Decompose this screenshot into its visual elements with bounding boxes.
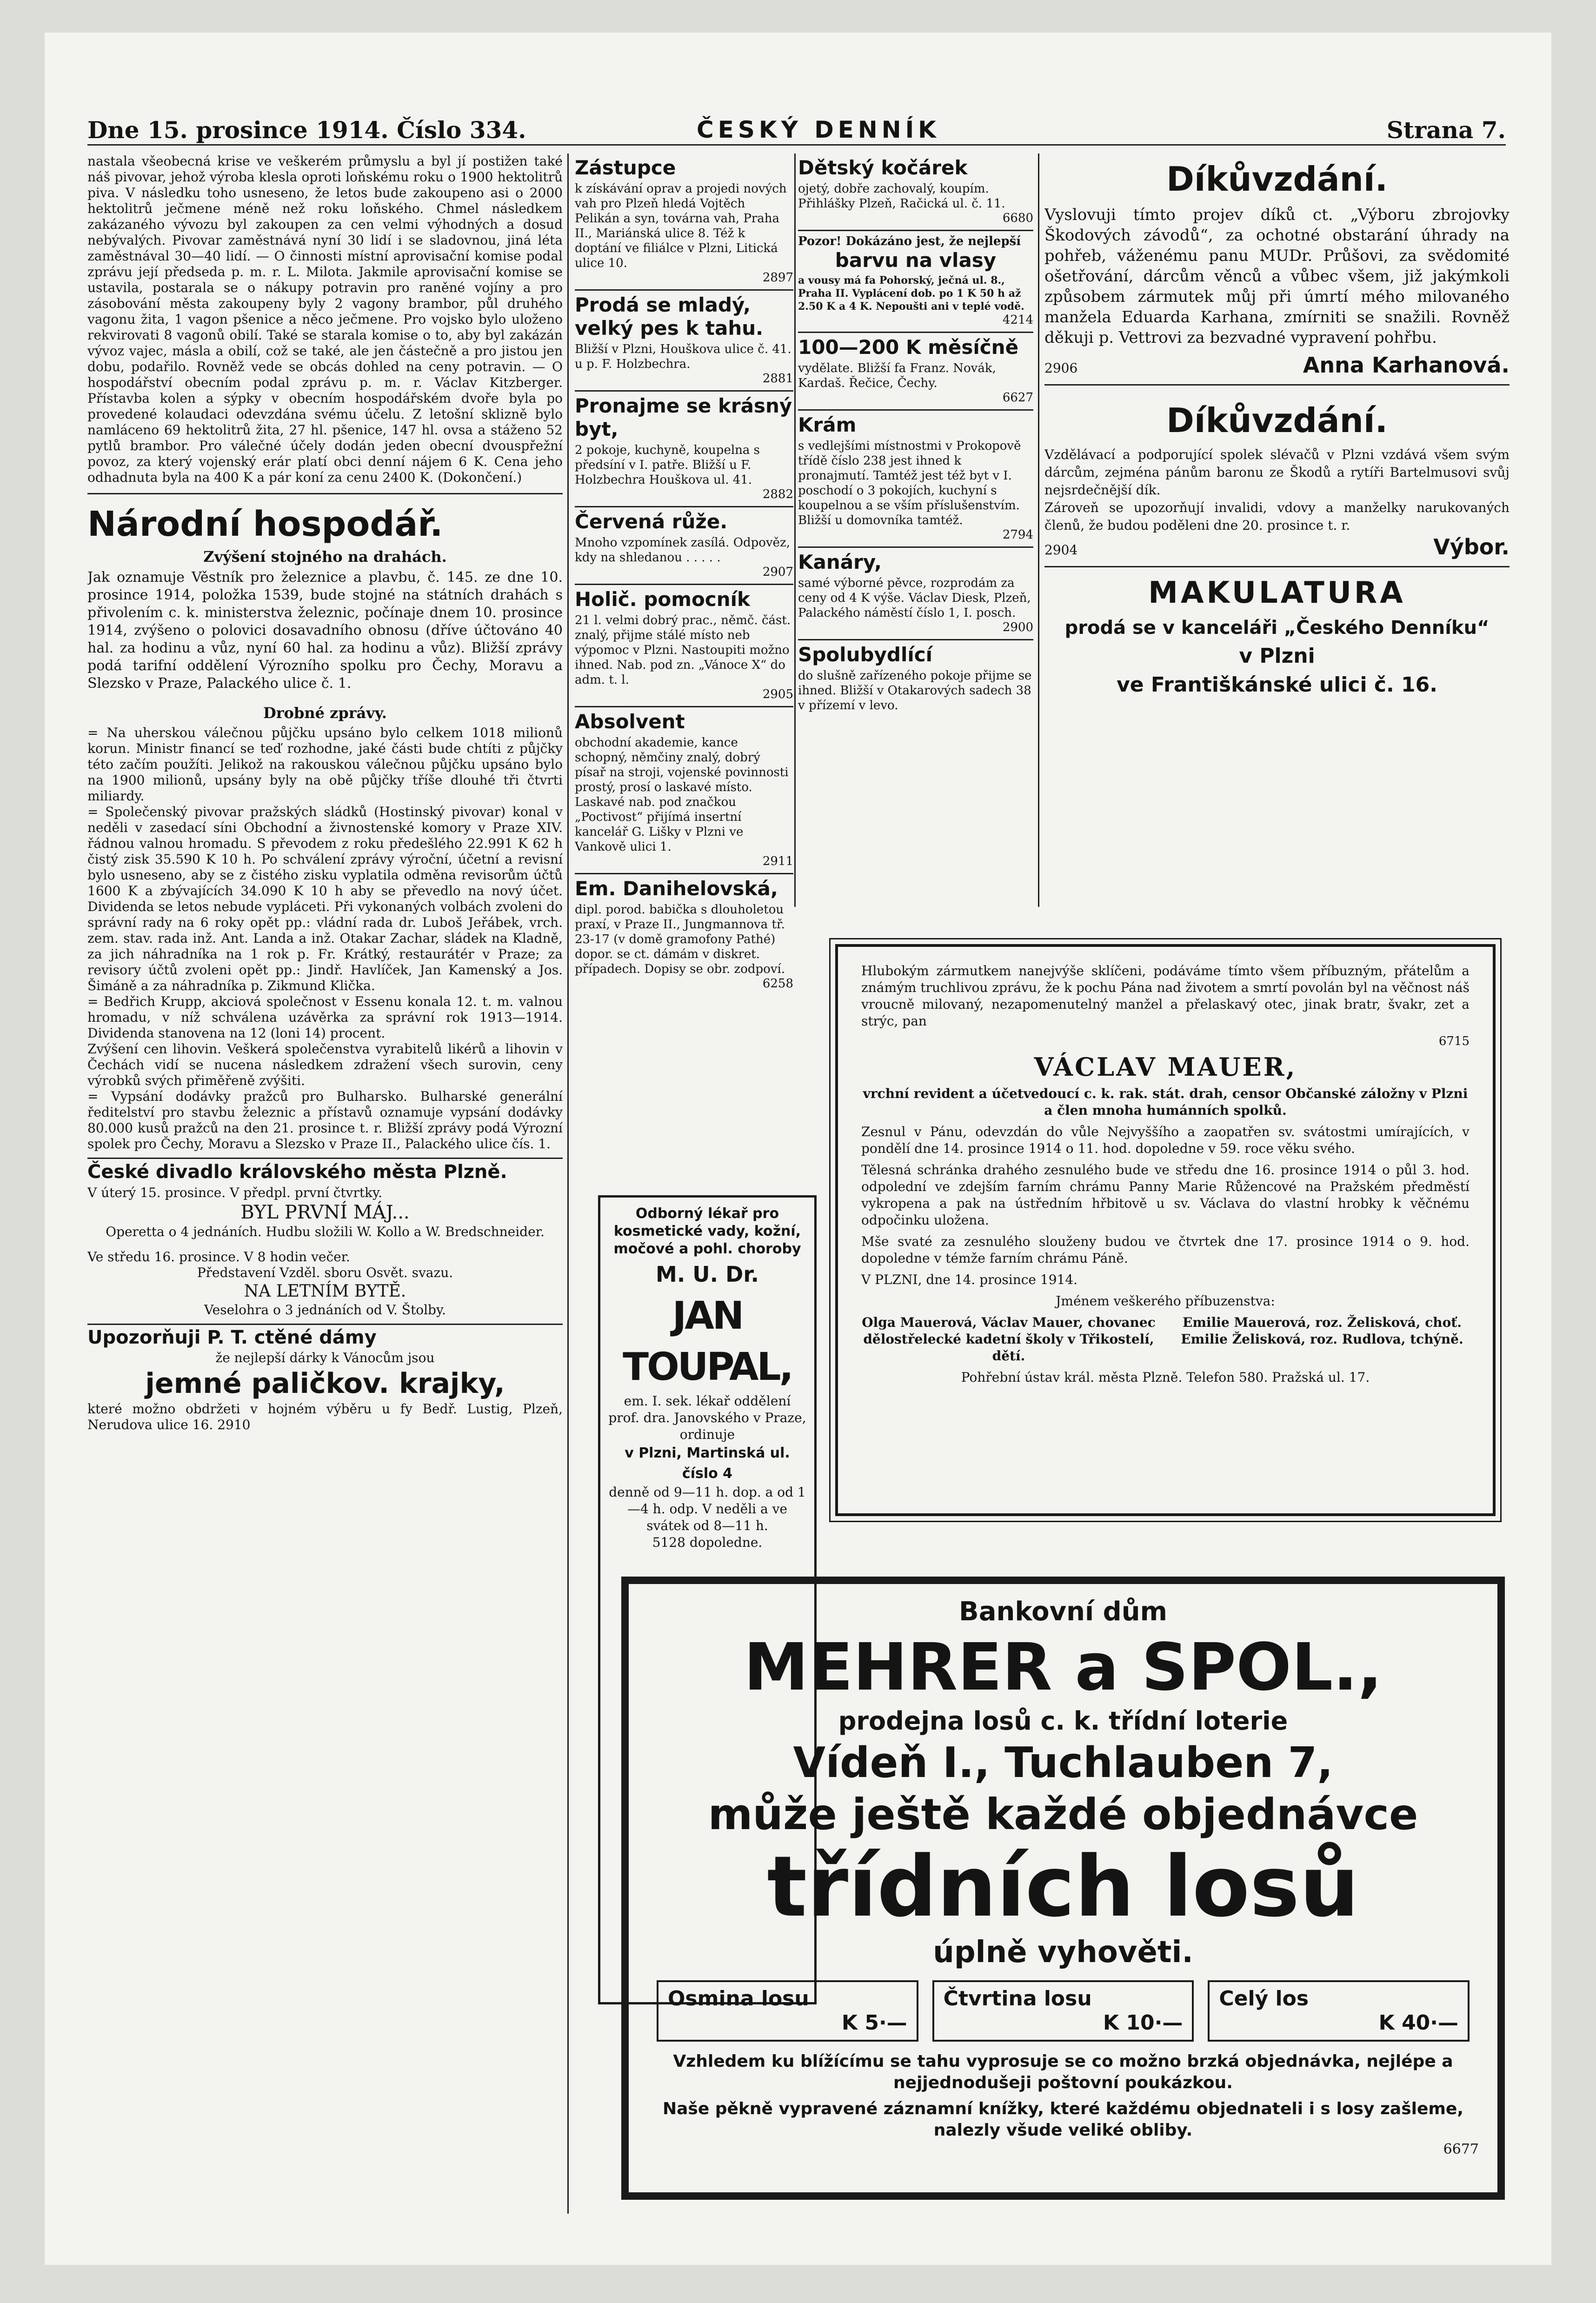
classified-highlight: barvu na vlasy [835, 249, 997, 272]
article-continuation: nastala všeobecná krise ve veškerém průmyslu a byl jí postižen také náš pivovar, jehož výroba klesla oproti loňskému roku o 1900 hektolitrů piva. V následku toho usneseno, že letos bude zakoupeno asi o 2000 hektolitrů ječmene méně než roku loňského. Chmel následkem zakázaného vývozu byl zakoupen za cen velmi výhodných a dosud nebývalých. Pivovar zaměstnává nyní 30 lidí i se sladovnou, jiná léta zaměstnával 30—40 lidí. — O činnosti místní aprovisační komise podal zprávu její předseda p. m. r. L. Milota. Jakmile aprovisační komise se ustavila, postarala se o nákupy potravin pro raněné vojíny a pro zásobování města zakoupeny byly 2 vagony brambor, půl druhého vagonu žita, 1 vagon pšenice a něco ječmene. Pro vojsko bylo uloženo rekvirovati 8 vagonů obilí. Také se starala komise o to, aby byl zakázán vývoz vajec, másla a obilí, což se také, ale jen částečně a pro jistou jen dobu, podařilo. Rovněž vede se obcás dohled na ceny potravin. — O hospodářství obecním podal zprávu p. m. r. Václav Kitzberger. Přístavba kolen a sýpky v obecním hospodářském dvoře byla po provedené kolaudaci odevzdána svému účelu. Z letošní sklizně bylo namláceno 69 hektolitrů žita, 27 hl. pšenice, 147 hl. ovsa a stáženo 52 pytlů brambor. Pro válečné účely dodán jeden obecní dvouspřežní povoz, za který vojenský erár platí obci denní nájem 6 K. Cena jeho odhadnuta byla na 400 K a pár koní za cenu 2400 K. (Dokončení.) [87, 153, 563, 485]
classified-title: Krám [798, 413, 857, 436]
thanks-number: 2904 [1044, 542, 1078, 558]
classified-number: 2882 [762, 487, 793, 501]
classified-ad [575, 390, 793, 501]
price-eighth [657, 1980, 918, 2042]
thanks-text: Vyslovuji tímto projev díků ct. „Výboru zbrojovky Škodových závodů“, za ochotné obstarání úhrady na pohřeb, váženému panu MUDr. Průšovi, za svědomité ošetřování, dárcům věnců a vůbec všem, již jakýmkoli způsobem zármutek můj při úmrtí mého milovaného manžela Eduarda Karhana, zmírniti se snažili. Rovněž děkuji p. Vettrovi za bezvadné vypravení pohřbu. [1044, 206, 1510, 347]
news-item: Zvýšení cen lihovin. Veškerá společenstva vyrabitelů likérů a lihovin v Čechách vidí se nucena následkem zdražení všech surovin, ceny výrobků svých přiměřeně zvýšiti. [87, 1041, 563, 1088]
classified-number: 6627 [1002, 391, 1033, 405]
makulatura-line: ve Františkánské ulici č. 16. [1117, 673, 1437, 697]
classified-number: 2897 [762, 271, 793, 285]
doctor-specialty: Odborný lékař pro kosmetické vady, kožní, močové a pohl. choroby [613, 1205, 801, 1257]
article-text: Jak oznamuje Věstník pro železnice a plavbu, č. 145. ze dne 10. prosince 1914, položka 1539, bude stojné na státních drahách s přivolením c. k. ministerstva železnic, počínaje dnem 10. prosince 1914, zvýšeno o polovici dosavadního obnosu (dříve účtováno 40 hal. za hodinu a vůz, nyní 60 hal. za hodinu a vůz). Bližší zprávy podá tarifní oddělení Výrozního spolku pro Čechy, Moravu a Slezsko v Praze, Palackého ulice č. 1. [87, 569, 563, 692]
classified-ad [798, 409, 1033, 542]
classified-title: Pozor! Dokázáno jest, že nejlepší [798, 234, 1021, 248]
classified-body: 2 pokoje, kuchyně, koupelna s předsíní v I. patře. Bližší u F. Holzbechra Houškova ul. 41. [575, 443, 760, 487]
classified-ad [798, 639, 1033, 713]
bank-ad-note: Naše pěkně vypravené záznamní knížky, které každému objednateli i s losy zašleme, nalezly všude veliké obliby. [662, 2099, 1463, 2140]
column-divider [1038, 153, 1039, 907]
bank-ad-number: 6677 [1443, 2141, 1479, 2157]
thanks-text: Zároveň se upozorňují invalidi, vdovy a manželky narukovaných členů, že budou poděleni dne 20. prosince t. r. [1044, 500, 1510, 533]
thanks-signature: Výbor. [1433, 534, 1510, 559]
classified-title: Pronajme se krásný byt, [575, 394, 792, 440]
classified-ad [575, 584, 793, 701]
theatre-play: NA LETNÍM BYTĚ. [244, 1282, 406, 1301]
classified-body: ojetý, dobře zachovalý, koupím. Přihlášky Plzeň, Račická ul. č. 11. [798, 182, 1005, 211]
classified-ad [575, 506, 793, 579]
newspaper-page [45, 33, 1551, 2265]
classified-title: Dětský kočárek [798, 156, 968, 179]
ad-headline: Upozorňuji P. T. ctěné dámy [87, 1327, 377, 1348]
classified-title: Em. Danihelovská, [575, 877, 778, 900]
header-paper-title: ČESKÝ DENNÍK [697, 116, 940, 143]
price-value: K 5·— [841, 2011, 907, 2035]
doctor-hours: denně od 9—11 h. dop. a od 1—4 h. odp. V neděli a ve svátek od 8—11 h. [609, 1484, 806, 1533]
column-3-classifieds [798, 153, 1033, 916]
deceased-role: vrchní revident a účetvedoucí c. k. rak. stát. drah, censor Občanské záložny v Plzni a člen mnoha humánních spolků. [863, 1086, 1468, 1118]
ad-line: že nejlepší dárky k Vánocům jsou [215, 1350, 435, 1365]
price-label: Celý los [1219, 1987, 1309, 2010]
classified-number: 2794 [1002, 528, 1033, 542]
thanks-footer [1044, 353, 1510, 378]
classified-ad [798, 230, 1033, 327]
doctor-name: JAN TOUPAL, [623, 1294, 792, 1389]
mourning-family-heading: Jménem veškerého příbuzenstva: [1056, 1293, 1275, 1309]
theatre-line: Veselohra o 3 jednáních od V. Štolby. [204, 1302, 446, 1318]
divider [1044, 566, 1510, 567]
classified-body: a vousy má fa Pohorský, ječná ul. 8., Praha II. Vyplácení dob. po 1 K 50 h až 2.50 K a 4 K. Nepoušti ani v teplé vodě. [798, 274, 1024, 313]
bank-ad [621, 1577, 1505, 2200]
price-quarter [932, 1980, 1194, 2042]
classified-title: 100—200 K měsíčně [798, 336, 1019, 359]
classified-title: Kanáry, [798, 551, 882, 573]
news-item: = Společenský pivovar pražských sládků (Hostinský pivovar) konal v neděli v zasedací síni Obchodní a živnostenské komory v Praze XIV. řádnou valnou hromadu. S převodem z roku předešlého 22.991 K 62 h čistý zisk 35.590 K 10 h. Po schválení zprávy výroční, účetní a revisní bylo usneseno, aby se z čistého zisku vyplatila odměna revisorům účtů 1600 K a zbývajících 34.090 K 10 h aby se převedlo na nový účet. Dividenda se letos nebude vypláceti. Při vykonaných volbách zvoleni do správní rady na 6 roky opět pp.: vládní rada dr. Luboš Jeřábek, vrch. zem. stav. rada inž. Ant. Landa a inž. Otakar Zachar, sládek na Kladně, za jich náhradníka na 1 rok p. Fr. Krátký, restaurátér v Praze; za revisory účtů zvoleni opět pp.: Jindř. Havlíček, Jan Kamenský a Jos. Šimáně a za náhradníka p. Zikmund Klička. [87, 804, 563, 993]
article-subtitle: Drobné zprávy. [263, 704, 387, 722]
mourning-date: V PLZNI, dne 14. prosince 1914. [861, 1272, 1078, 1287]
classified-ad [798, 153, 1033, 225]
classified-body: k získávání oprav a projedi nových vah pro Plzeň hledá Vojtěch Pelikán a syn, továrna vah, Praha II., Mariánská ulice 8. Též k doptání ve filiálce v Plzni, Litická ulice 10. [575, 182, 787, 270]
theatre-line: Operetta o 4 jednáních. Hudbu složili W. Kollo a W. Bredschneider. [106, 1224, 545, 1239]
classified-title: Holič. pomocník [575, 588, 750, 611]
header-date: Dne 15. prosince 1914. Číslo 334. [87, 116, 526, 144]
classified-ad [575, 873, 793, 991]
classified-body: samé výborné pěvce, rozprodám za ceny od 4 K výše. Václav Diesk, Plzeň, Palackého náměstí číslo 1, I. posch. [798, 576, 1031, 620]
thanks-title: Díkůvzdání. [1166, 160, 1388, 199]
news-item: = Na uherskou válečnou půjčku upsáno bylo celkem 1018 milionů korun. Ministr financí se teď rozhodne, jaké části bude chtíti z půjčky této začím použíti. Jelikož na rakouskou válečnou půjčku upsáno bylo na 1900 milionů, upsány byly na obě půjčky tříše dlouhé tři čtvrti miliardy. [87, 725, 563, 804]
classified-title: Spolubydlící [798, 643, 933, 666]
theatre-play: BYL PRVNÍ MÁJ... [240, 1202, 410, 1223]
mourning-intro: Hlubokým zármutkem nanejvýše sklíčeni, podáváme tímto všem příbuzným, přátelům a známým truchlivou zprávu, že k pochu Pána nad životem a smrtí povolán byl na věčnost náš vroucně milovaný, nezapomenutelný manžel a přelaskavý otec, jinak bratr, švakr, zet a strýc, pan [861, 963, 1470, 1029]
classified-body: Bližší v Plzni, Houškova ulice č. 41. u p. F. Holzbechra. [575, 342, 791, 371]
classified-body: obchodní akademie, kance schopný, němčiny znalý, dobrý písař na stroji, vojenské povinnosti prostý, prosí o laskavé místo. Laskavé nab. pod značkou „Poctivost“ přijímá insertní kancelář G. Lišky v Plzni ve Vankově ulici 1. [575, 736, 789, 854]
column-1 [87, 153, 563, 2223]
makulatura-title: MAKULATURA [1148, 576, 1406, 610]
classified-body: 21 l. velmi dobrý prac., němč. část. znalý, přijme stálé místo neb výpomoc v Plzni. Nastoupiti možno ihned. Nab. pod zn. „Vánoce X“ do adm. t. l. [575, 613, 791, 687]
mourning-family [861, 1314, 1470, 1369]
classified-ad [798, 332, 1033, 405]
news-item: = Vypsání dodávky pražců pro Bulharsko. Bulharské generální ředitelství pro stavbu železnic a přístavů oznamuje vypsání dodávky 80.000 kusů pražců na den 21. prosince t. r. Bližší zprávy podá Výrozní spolek pro Čechy, Moravu a Slezsko v Praze II., Palackého ulice čís. 1. [87, 1089, 563, 1152]
price-value: K 10·— [1103, 2011, 1183, 2035]
theatre-line: Představení Vzděl. sboru Osvět. svazu. [197, 1265, 453, 1280]
classified-ad [575, 289, 793, 386]
classified-number: 4214 [1002, 313, 1033, 327]
classified-number: 2905 [762, 687, 793, 701]
classified-body: Mnoho vzpomínek zasílá. Odpověz, kdy na shledanou . . . . . [575, 536, 790, 565]
classified-title: Prodá se mladý, velký pes k tahu. [575, 293, 764, 339]
classified-number: 2881 [762, 372, 793, 386]
bank-ad-product: třídních losů [767, 1838, 1359, 1936]
classified-number: 6258 [762, 977, 793, 991]
bank-ad-line: úplně vyhověti. [933, 1935, 1193, 1970]
price-label: Osmina losu [668, 1987, 809, 2010]
bank-ad-heading: Bankovní dům [959, 1597, 1167, 1627]
classified-body: do slušně zařízeného pokoje přijme se ihned. Bližší v Otakarových sadech 38 v přízemí v levo. [798, 669, 1032, 712]
news-item: = Bedřich Krupp, akciová společnost v Essenu konala 12. t. m. valnou hromadu, v níž schválena uzávěrka za správní rok 1913—1914. Dividenda stanovena na 12 (loni 14) procent. [87, 994, 563, 1041]
classified-title: Zástupce [575, 156, 676, 179]
classified-title: Absolvent [575, 710, 685, 733]
mourning-family-left: Olga Mauerová, Václav Mauer, chovanec dělostřelecké kadetní školy v Třikostelí, dětí. [862, 1315, 1156, 1364]
thanks-footer [1044, 534, 1510, 559]
column-divider [567, 153, 569, 2214]
price-list [657, 1980, 1470, 2042]
makulatura-line: v Plzni [1239, 644, 1315, 668]
classified-body: dipl. porod. babička s dlouholetou praxí, v Praze II., Jungmannova tř. 23-17 (v domě gramofony Pathé) dopor. se ct. dámám v diskret. případech. Dopisy se obr. zodpoví. [575, 903, 785, 976]
deceased-name: VÁCLAV MAUER, [1034, 1052, 1297, 1082]
bank-ad-note: Vzhledem ku blížícímu se tahu vyprosuje se co možno brzká objednávka, nejlépe a nejjednodušeji poštovní poukázkou. [673, 2052, 1453, 2092]
classified-number: 2907 [762, 565, 793, 579]
article-subtitle: Zvýšení stojného na drahách. [203, 548, 447, 566]
doctor-degree: M. U. Dr. [656, 1262, 759, 1287]
bank-ad-company: MEHRER a SPOL., [744, 1630, 1383, 1705]
bank-ad-address: Vídeň I., Tuchlauben 7, [793, 1738, 1333, 1787]
classified-number: 2900 [1002, 620, 1033, 634]
makulatura-line: prodá se v kanceláři „Českého Denníku“ [1064, 617, 1490, 639]
classified-title: Červená růže. [575, 510, 728, 533]
classified-ad [575, 153, 793, 285]
theatre-line: Ve středu 16. prosince. V 8 hodin večer. [87, 1249, 350, 1265]
price-whole [1208, 1980, 1470, 2042]
divider [1044, 384, 1510, 386]
classified-ad [798, 546, 1033, 634]
mourning-footer: Pohřební ústav král. města Plzně. Telefon 580. Pražská ul. 17. [961, 1370, 1370, 1385]
page-header [87, 79, 1506, 146]
theatre-title: České divadlo královského města Plzně. [87, 1161, 507, 1183]
bank-ad-line: prodejna losů c. k. třídní loterie [838, 1706, 1288, 1736]
theatre-line: V úterý 15. prosince. V předpl. první čtvrtky. [87, 1185, 383, 1200]
price-label: Čtvrtina losu [943, 1987, 1092, 2010]
header-page-number: Strana 7. [1386, 116, 1506, 144]
thanks-title: Díkůvzdání. [1166, 401, 1388, 440]
mourning-text: Tělesná schránka drahého zesnulého bude ve středu dne 16. prosince 1914 o půl 3. hod. odpolední ve zdejším farním chrámu Panny Marie Růžencové na Pražském předměstí vykropena a pak na ústředním hřbitově u sv. Václava do vlastní hrobky k věčnému odpočinku uložena. [861, 1162, 1470, 1228]
mourning-family-right: Emilie Mauerová, roz. Želisková, choť. Emilie Želisková, roz. Rudlova, tchýně. [1181, 1315, 1463, 1347]
classified-ad [575, 706, 793, 868]
section-title: Národní hospodář. [87, 504, 443, 544]
thanks-signature: Anna Karhanová. [1303, 353, 1510, 378]
classified-body: s vedlejšími místnostmi v Prokopově třídě číslo 238 jest ihned k pronajmutí. Tamtéž jest též byt v I. poschodí o 3 pokojích, kuchyní s koupelnou a se vším příslušenstvím. Bližší u domovníka tamtéž. [798, 439, 1021, 527]
column-4 [1044, 153, 1510, 907]
classified-body: vydělate. Bližší fa Franz. Novák, Kardaš. Řečice, Čechy. [798, 361, 996, 390]
thanks-text: Vzdělávací a podporující spolek slévačů v Plzni vzdává všem svým dárcům, zejména pánům baronu ze Škodů a rytíři Bartelmusovi svůj nejsrdečnější dík. [1044, 447, 1510, 498]
divider [87, 493, 563, 494]
column-2-classifieds [575, 153, 793, 1251]
classified-number: 6680 [1002, 211, 1033, 225]
column-divider [794, 153, 796, 907]
mourning-notice [835, 944, 1496, 1516]
mourning-text: Zesnul v Pánu, odevzdán do vůle Nejvyššího a zaopatřen sv. svátostmi umírajících, v pondělí dne 14. prosince 1914 o 11. hod. dopoledne v 59. roce věku svého. [861, 1124, 1470, 1156]
ad-headline: jemné paličkov. krajky, [145, 1367, 505, 1400]
doctor-number: 5128 dopoledne. [652, 1535, 763, 1550]
mourning-number: 6715 [1438, 1034, 1470, 1048]
ad-line: které možno obdržeti v hojném výběru u fy Bedř. Lustig, Plzeň, Nerudova ulice 16. 2910 [87, 1401, 563, 1432]
mourning-text: Mše svaté za zesnulého slouženy budou ve čtvrtek dne 17. prosince 1914 o 9. hod. dopoledne v témže farním chrámu Páně. [861, 1234, 1470, 1266]
bank-ad-line: může ještě každé objednávce [708, 1790, 1418, 1839]
doctor-address: v Plzni, Martinská ul. číslo 4 [625, 1445, 790, 1482]
classified-number: 2911 [762, 854, 793, 868]
thanks-number: 2906 [1044, 360, 1078, 376]
price-value: K 40·— [1378, 2011, 1459, 2035]
doctor-details: em. I. sek. lékař oddělení prof. dra. Janovského v Praze, ordinuje [608, 1393, 806, 1442]
